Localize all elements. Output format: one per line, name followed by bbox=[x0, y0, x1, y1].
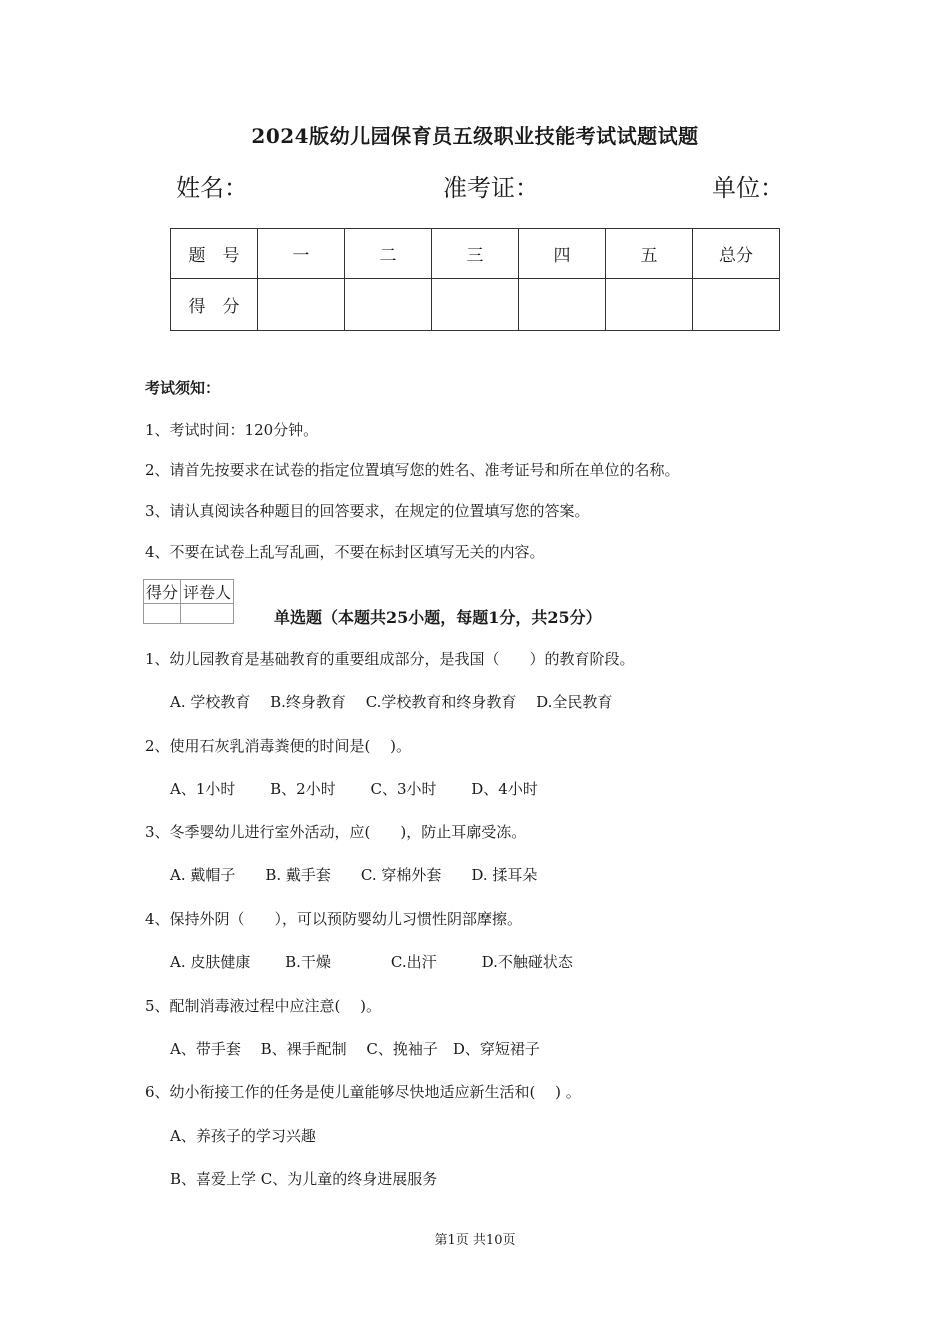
score-table-header-cell: 四 bbox=[519, 229, 606, 279]
question-text: 6、幼小衔接工作的任务是使儿童能够尽快地适应新生活和( ) 。 bbox=[145, 1083, 581, 1101]
name-field-label: 姓名： bbox=[176, 174, 248, 202]
page-footer: 第1页 共10页 bbox=[434, 1233, 516, 1248]
score-cell[interactable] bbox=[693, 279, 780, 331]
reviewer-name-cell[interactable] bbox=[181, 604, 234, 624]
question-text: 5、配制消毒液过程中应注意( )。 bbox=[145, 997, 382, 1015]
score-row-label: 得 分 bbox=[171, 279, 258, 331]
question-options: B、喜爱上学 C、为儿童的终身进展服务 bbox=[170, 1170, 438, 1188]
question-options: A. 皮肤健康 B.干燥 C.出汗 D.不触碰状态 bbox=[170, 953, 573, 971]
question-options: A、带手套 B、裸手配制 C、挽袖子 D、穿短裙子 bbox=[170, 1040, 540, 1058]
score-table bbox=[170, 228, 780, 331]
score-cell[interactable] bbox=[432, 279, 519, 331]
notice-item: 4、不要在试卷上乱写乱画，不要在标封区填写无关的内容。 bbox=[145, 543, 545, 561]
reviewer-score-cell[interactable] bbox=[144, 604, 181, 624]
notice-item: 2、请首先按要求在试卷的指定位置填写您的姓名、准考证号和所在单位的名称。 bbox=[145, 461, 680, 479]
question-options: A. 学校教育 B.终身教育 C.学校教育和终身教育 D.全民教育 bbox=[170, 693, 613, 711]
score-table-header-cell: 二 bbox=[345, 229, 432, 279]
question-options: A、1小时 B、2小时 C、3小时 D、4小时 bbox=[170, 780, 538, 798]
question-text: 3、冬季婴幼儿进行室外活动，应( )，防止耳廓受冻。 bbox=[145, 823, 527, 841]
question-text: 1、幼儿园教育是基础教育的重要组成部分，是我国（ ）的教育阶段。 bbox=[145, 650, 635, 668]
score-table-header-cell: 三 bbox=[432, 229, 519, 279]
notice-heading: 考试须知： bbox=[145, 379, 221, 397]
notice-item: 1、考试时间：120分钟。 bbox=[145, 421, 319, 439]
score-cell[interactable] bbox=[258, 279, 345, 331]
score-cell[interactable] bbox=[519, 279, 606, 331]
question-options: A. 戴帽子 B. 戴手套 C. 穿棉外套 D. 揉耳朵 bbox=[170, 866, 538, 884]
score-table-header-cell: 总分 bbox=[693, 229, 780, 279]
notice-item: 3、请认真阅读各种题目的回答要求，在规定的位置填写您的答案。 bbox=[145, 502, 590, 520]
score-table-header-row bbox=[171, 229, 780, 279]
exam-id-field-label: 准考证： bbox=[443, 174, 539, 202]
question-text: 4、保持外阴（ ），可以预防婴幼儿习惯性阴部摩擦。 bbox=[145, 910, 523, 928]
score-table-header-cell: 一 bbox=[258, 229, 345, 279]
question-options: A、养孩子的学习兴趣 bbox=[170, 1127, 316, 1145]
reviewer-score-label: 得分 bbox=[144, 580, 181, 604]
score-cell[interactable] bbox=[345, 279, 432, 331]
document-title: 2024版幼儿园保育员五级职业技能考试试题试题 bbox=[251, 124, 699, 148]
reviewer-table bbox=[143, 579, 234, 624]
reviewer-name-label: 评卷人 bbox=[181, 580, 234, 604]
score-table-header-cell: 题 号 bbox=[171, 229, 258, 279]
score-cell[interactable] bbox=[606, 279, 693, 331]
question-text: 2、使用石灰乳消毒粪便的时间是( )。 bbox=[145, 737, 412, 755]
score-table-score-row bbox=[171, 279, 780, 331]
section-title: 单选题（本题共25小题，每题1分，共25分） bbox=[274, 608, 602, 627]
score-table-header-cell: 五 bbox=[606, 229, 693, 279]
unit-field-label: 单位： bbox=[712, 174, 784, 202]
